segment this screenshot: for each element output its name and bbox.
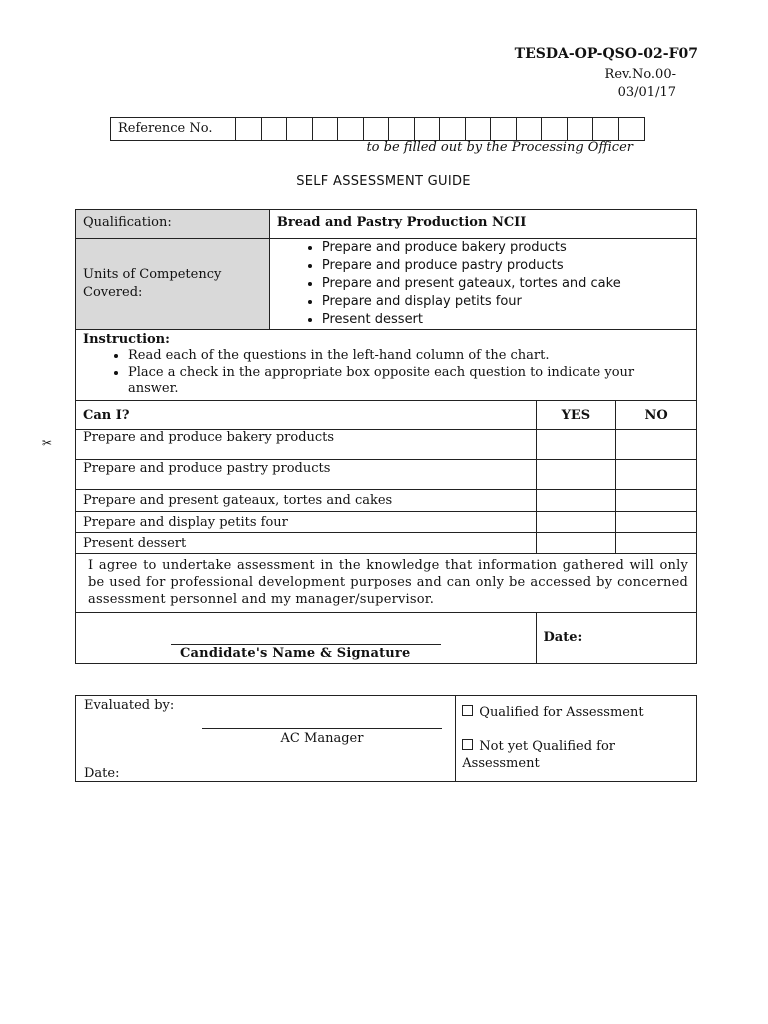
scissors-icon: ✂: [42, 436, 53, 450]
reference-note: to be filled out by the Processing Officer: [366, 140, 633, 155]
instruction-label: Instruction:: [83, 332, 170, 347]
table-row: [76, 533, 697, 554]
revision-date: 03/01/17: [617, 85, 676, 100]
column-header-question: Can I?: [76, 401, 537, 430]
reference-digit-box[interactable]: [262, 118, 288, 140]
reference-digit-box[interactable]: [568, 118, 594, 140]
instruction-item: • Place a check in the appropriate box opposite each question to indicate your answer.: [128, 365, 688, 397]
reference-digit-box[interactable]: [517, 118, 543, 140]
assessment-options-cell: [456, 696, 697, 782]
self-assessment-table: [75, 209, 697, 664]
reference-digit-box[interactable]: [619, 118, 645, 140]
reference-digit-box[interactable]: [287, 118, 313, 140]
unit-item: • Present dessert: [322, 311, 696, 329]
evaluated-by-label: Evaluated by:: [84, 698, 175, 713]
no-checkbox-cell[interactable]: [616, 430, 697, 460]
reference-digit-box[interactable]: [364, 118, 390, 140]
option-qualified[interactable]: [462, 704, 696, 721]
reference-number-row: [110, 117, 645, 141]
unit-item: • Prepare and present gateaux, tortes and cake: [322, 275, 696, 293]
reference-digit-box[interactable]: [236, 118, 262, 140]
document-code: TESDA-OP-QSO-02-F07: [514, 46, 698, 62]
page-title: SELF ASSESSMENT GUIDE: [296, 174, 471, 189]
evaluator-signature-line: [202, 728, 442, 729]
table-row: [76, 490, 697, 512]
unit-item: • Prepare and produce bakery products: [322, 239, 696, 257]
evaluator-cell[interactable]: [76, 696, 456, 782]
column-header-no: NO: [616, 401, 697, 430]
unit-item: • Prepare and display petits four: [322, 293, 696, 311]
units-list-cell: [269, 239, 696, 330]
yes-checkbox-cell[interactable]: [536, 490, 616, 512]
question-text: Prepare and display petits four: [76, 512, 537, 533]
candidate-date-cell[interactable]: Date:: [536, 613, 697, 664]
question-text: Present dessert: [76, 533, 537, 554]
yes-checkbox-cell[interactable]: [536, 460, 616, 490]
reference-digit-box[interactable]: [440, 118, 466, 140]
no-checkbox-cell[interactable]: [616, 512, 697, 533]
yes-checkbox-cell[interactable]: [536, 512, 616, 533]
instruction-item: • Read each of the questions in the left-hand column of the chart.: [128, 347, 688, 365]
column-header-yes: YES: [536, 401, 616, 430]
no-checkbox-cell[interactable]: [616, 490, 697, 512]
no-checkbox-cell[interactable]: [616, 533, 697, 554]
instruction-cell: [76, 330, 697, 401]
no-checkbox-cell[interactable]: [616, 460, 697, 490]
unit-item: • Prepare and produce pastry products: [322, 257, 696, 275]
reference-digit-box[interactable]: [593, 118, 619, 140]
question-text: Prepare and produce bakery products: [76, 430, 537, 460]
yes-checkbox-cell[interactable]: [536, 533, 616, 554]
agreement-statement: I agree to undertake assessment in the knowledge that information gathered will only be used for professional development purposes and can only be accessed by concerned assessment personnel and my manager/supervisor.: [76, 554, 697, 613]
reference-digit-box[interactable]: [313, 118, 339, 140]
table-row: [76, 460, 697, 490]
revision-line-1: Rev.No.00-: [604, 67, 676, 82]
reference-digit-box[interactable]: [491, 118, 517, 140]
candidate-name-label: Candidate's Name & Signature: [180, 646, 411, 661]
reference-digit-box[interactable]: [389, 118, 415, 140]
evaluation-table: [75, 695, 697, 782]
checkbox-icon[interactable]: [462, 739, 473, 750]
option-qualified-label: Qualified for Assessment: [479, 705, 644, 720]
option-not-qualified-label: Not yet Qualified for Assessment: [462, 739, 616, 771]
option-not-qualified[interactable]: [462, 738, 696, 772]
reference-digit-box[interactable]: [542, 118, 568, 140]
checkbox-icon[interactable]: [462, 705, 473, 716]
evaluation-date-label: Date:: [84, 766, 120, 781]
qualification-label: Qualification:: [76, 210, 270, 239]
table-row: [76, 512, 697, 533]
reference-digit-box[interactable]: [338, 118, 364, 140]
question-text: Prepare and present gateaux, tortes and cakes: [76, 490, 537, 512]
qualification-value: Bread and Pastry Production NCII: [269, 210, 696, 239]
ac-manager-label: AC Manager: [280, 731, 364, 746]
yes-checkbox-cell[interactable]: [536, 430, 616, 460]
candidate-signature-cell[interactable]: [76, 613, 537, 664]
reference-label: Reference No.: [111, 118, 236, 140]
reference-digit-box[interactable]: [415, 118, 441, 140]
units-label: Units of Competency Covered:: [76, 239, 270, 330]
table-row: [76, 430, 697, 460]
reference-digit-box[interactable]: [466, 118, 492, 140]
question-text: Prepare and produce pastry products: [76, 460, 537, 490]
revision-number: [480, 66, 676, 102]
